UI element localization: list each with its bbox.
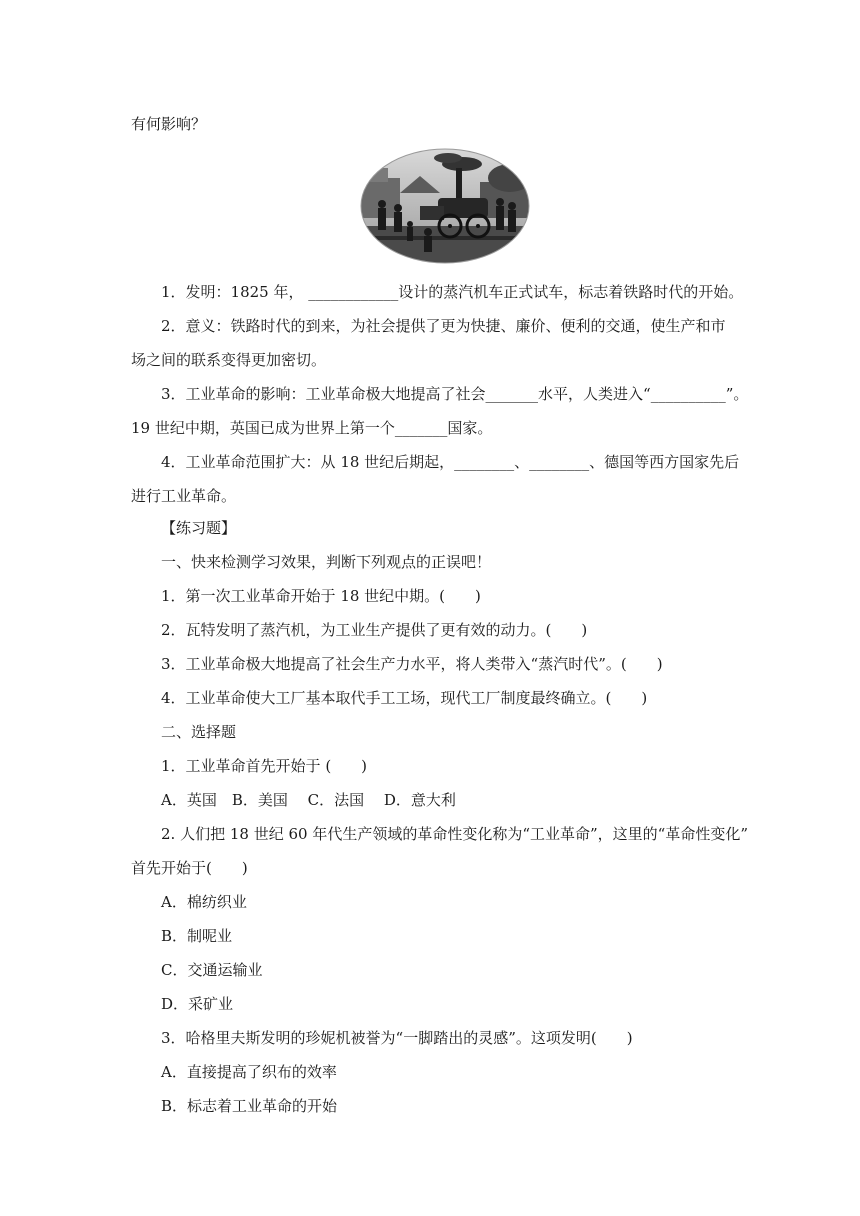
item-significance-line1: 2．意义：铁路时代的到来，为社会提供了更为快捷、廉价、便利的交通，使生产和市 [161,317,726,335]
choice-question-2-option-a: A．棉纺织业 [161,893,247,911]
choice-question-2-option-b: B．制呢业 [161,927,233,945]
item-spread-line1: 4．工业革命范围扩大：从 18 世纪后期起，________、________、德国等西方国家先后 [161,453,740,471]
locomotive-image [360,148,530,264]
choice-question-1-options: A．英国 B．美国 C．法国 D．意大利 [161,791,456,809]
item-spread-line2: 进行工业革命。 [131,487,237,505]
choice-question-3-option-b: B．标志着工业革命的开始 [161,1097,338,1115]
item-significance-line2: 场之间的联系变得更加密切。 [131,351,327,369]
choice-question-2-option-d: D．采矿业 [161,995,234,1013]
choice-question-2-option-c: C．交通运输业 [161,961,263,979]
item-invention: 1．发明：1825 年， ____________设计的蒸汽机车正式试车，标志着铁路时代的开始。 [161,283,744,301]
steam-locomotive-illustration [360,148,530,264]
judge-question-2: 2．瓦特发明了蒸汽机，为工业生产提供了更有效的动力。( ) [161,621,588,639]
choice-question-3: 3．哈格里夫斯发明的珍妮机被誉为“一脚踏出的灵感”。这项发明( ) [161,1029,633,1047]
section-two-title: 二、选择题 [161,723,237,741]
choice-question-2-line2: 首先开始于( ) [131,859,248,877]
section-one-title: 一、快来检测学习效果，判断下列观点的正误吧！ [161,553,492,571]
choice-question-2-line1: 2. 人们把 18 世纪 60 年代生产领域的革命性变化称为“工业革命”，这里的“革命性变化” [161,825,749,843]
judge-question-4: 4．工业革命使大工厂基本取代手工工场，现代工厂制度最终确立。( ) [161,689,648,707]
judge-question-1: 1．第一次工业革命开始于 18 世纪中期。( ) [161,587,481,605]
judge-question-3: 3．工业革命极大地提高了社会生产力水平，将人类带入“蒸汽时代”。( ) [161,655,663,673]
choice-question-1: 1．工业革命首先开始于 ( ) [161,757,368,775]
exercise-heading: 【练习题】 [161,519,237,537]
choice-question-3-option-a: A．直接提高了织布的效率 [161,1063,337,1081]
intro-tail: 有何影响？ [131,115,207,133]
item-impact-line1: 3．工业革命的影响：工业革命极大地提高了社会_______水平，人类进入“__________”。 [161,385,749,403]
item-impact-line2: 19 世纪中期，英国已成为世界上第一个_______国家。 [131,419,493,437]
